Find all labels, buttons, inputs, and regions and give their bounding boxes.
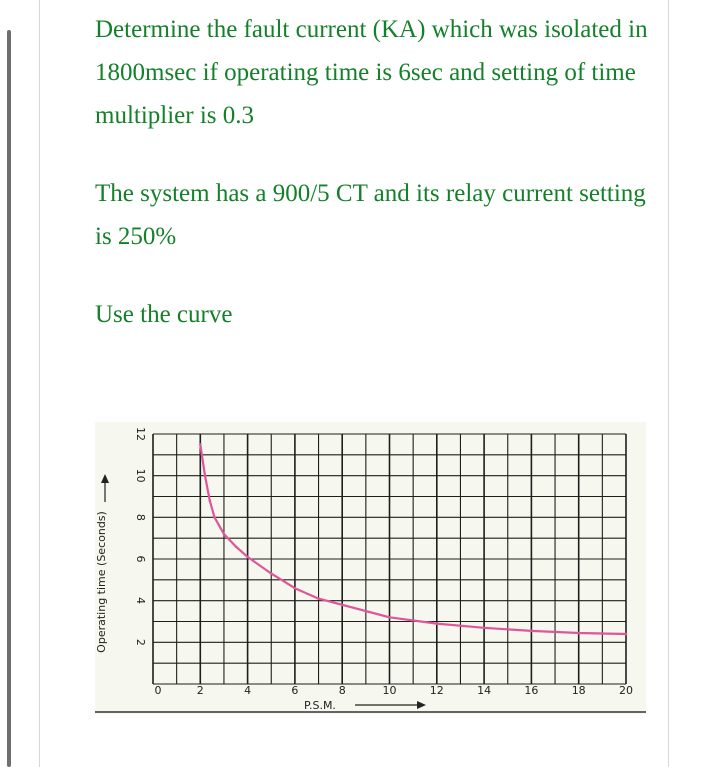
- x-tick-label: 14: [477, 684, 492, 697]
- x-tick-label: 6: [291, 684, 299, 697]
- chart-svg: [95, 422, 646, 714]
- curve-point: [577, 632, 580, 635]
- question-paragraph-3: Use the curve: [95, 301, 233, 328]
- card-border-right: [668, 0, 669, 767]
- relay-curve-chart: [95, 422, 646, 714]
- left-scroll-indicator: [7, 30, 11, 767]
- curve-point: [341, 604, 344, 607]
- curve-point: [483, 626, 486, 629]
- curve-point: [223, 533, 226, 536]
- curve-point: [388, 616, 391, 619]
- card-border-left: [39, 0, 40, 767]
- curve-point: [530, 630, 533, 633]
- curve-point: [625, 633, 628, 636]
- x-tick-label: 4: [244, 684, 252, 697]
- x-tick-label: 2: [196, 684, 204, 697]
- question-paragraph-2: The system has a 900/5 CT and its relay current setting is 250%: [95, 180, 646, 250]
- x-tick-label: 10: [382, 684, 397, 697]
- curve-point: [294, 587, 297, 590]
- y-tick-label: 10: [134, 468, 147, 483]
- y-tick-label: 6: [134, 555, 147, 563]
- curve-point: [317, 597, 320, 600]
- y-tick-label: 4: [134, 597, 147, 605]
- curve-point: [436, 622, 439, 625]
- curve-point: [270, 572, 273, 575]
- curve-point: [208, 499, 211, 502]
- y-tick-label: 2: [134, 638, 147, 646]
- y-axis-label: Operating time (Seconds): [95, 511, 108, 653]
- x-tick-label: 18: [571, 684, 586, 697]
- curve-point: [199, 443, 202, 446]
- question-paragraph-1: Determine the fault current (KA) which was isolated in 1800msec if operating time is 6sec and setting of time multiplier is 0.3: [95, 16, 648, 129]
- x-tick-label: 8: [338, 684, 346, 697]
- question-text: [95, 8, 655, 336]
- x-tick-label: 0: [154, 684, 162, 697]
- curve-point: [246, 556, 249, 559]
- curve-point: [234, 545, 237, 548]
- curve-point: [213, 516, 216, 519]
- x-axis-label: P.S.M.: [304, 699, 336, 712]
- x-tick-label: 16: [524, 684, 539, 697]
- y-tick-label: 12: [134, 427, 147, 441]
- curve-point: [204, 474, 207, 477]
- x-tick-label: 20: [619, 684, 633, 697]
- x-tick-label: 12: [429, 684, 444, 697]
- plot-background: [95, 422, 646, 714]
- y-tick-label: 8: [134, 513, 147, 521]
